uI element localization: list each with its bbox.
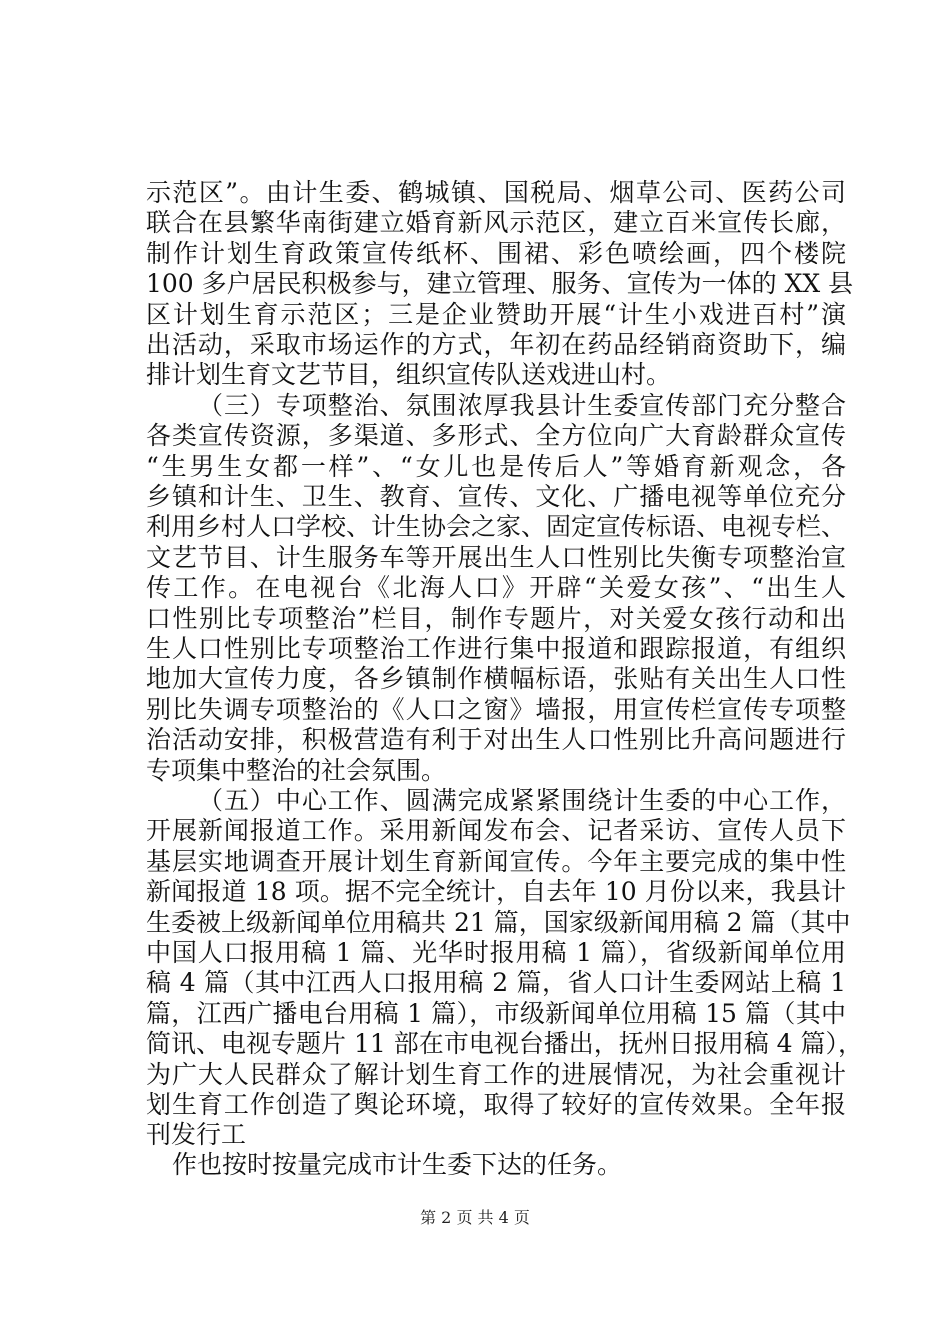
text-line: 排计划生育文艺节目，组织宣传队送戏进山村。 [146, 360, 672, 389]
text-line: 治活动安排，积极营造有利于对出生人口性别比升高问题进行 [146, 725, 846, 754]
text-line: 制作计划生育政策宣传纸杯、围裙、彩色喷绘画，四个楼院 [146, 239, 846, 268]
text-line-tail: 作也按时按量完成市计生委下达的任务。 [172, 1150, 623, 1179]
text-line: 刊发行工 [146, 1120, 247, 1149]
text-line: 出活动，采取市场运作的方式，年初在药品经销商资助下，编 [146, 330, 846, 359]
paragraph-heading-line: （三）专项整治、氛围浓厚我县计生委宣传部门充分整合 [198, 391, 846, 420]
text-line: 联合在县繁华南街建立婚育新风示范区，建立百米宣传长廊， [146, 208, 846, 237]
paragraph-heading-line: （五）中心工作、圆满完成紧紧围绕计生委的中心工作， [198, 786, 846, 815]
text-line: 示范区”。由计生委、鹤城镇、国税局、烟草公司、医药公司 [146, 178, 846, 207]
text-line: 100 多户居民积极参与，建立管理、服务、宣传为一体的 XX 县 [146, 269, 854, 298]
text-line: 为广大人民群众了解计划生育工作的进展情况，为社会重视计 [146, 1060, 846, 1089]
text-line: 简讯、电视专题片 11 部在市电视台播出，抚州日报用稿 4 篇）， [146, 1029, 864, 1058]
text-line: 地加大宣传力度，各乡镇制作横幅标语，张贴有关出生人口性 [146, 664, 846, 693]
text-line: 基层实地调查开展计划生育新闻宣传。今年主要完成的集中性 [146, 847, 846, 876]
text-line: 文艺节目、计生服务车等开展出生人口性别比失衡专项整治宣 [146, 543, 846, 572]
text-line: 开展新闻报道工作。采用新闻发布会、记者采访、宣传人员下 [146, 816, 846, 845]
page-number-footer: 第 2 页 共 4 页 [420, 1208, 530, 1227]
text-line: 篇，江西广播电台用稿 1 篇），市级新闻单位用稿 15 篇（其中 [146, 999, 846, 1028]
text-line: 生人口性别比专项整治工作进行集中报道和跟踪报道，有组织 [146, 634, 846, 663]
text-line: 中国人口报用稿 1 篇、光华时报用稿 1 篇），省级新闻单位用 [146, 938, 846, 967]
text-line: 新闻报道 18 项。据不完全统计，自去年 10 月份以来，我县计 [146, 877, 846, 906]
text-line: 口性别比专项整治”栏目，制作专题片，对关爱女孩行动和出 [146, 604, 846, 633]
text-line: 稿 4 篇（其中江西人口报用稿 2 篇，省人口计生委网站上稿 1 [146, 968, 846, 997]
text-line: 传工作。在电视台《北海人口》开辟“关爱女孩”、“出生人 [146, 573, 846, 602]
text-line: 生委被上级新闻单位用稿共 21 篇，国家级新闻用稿 2 篇（其中 [146, 908, 851, 937]
text-line: 专项集中整治的社会氛围。 [146, 756, 447, 785]
text-line: “生男生女都一样”、“女儿也是传后人”等婚育新观念，各 [146, 452, 846, 481]
text-line: 区计划生育示范区；三是企业赞助开展“计生小戏进百村”演 [146, 300, 846, 329]
text-line: 各类宣传资源，多渠道、多形式、全方位向广大育龄群众宣传 [146, 421, 846, 450]
text-line: 划生育工作创造了舆论环境，取得了较好的宣传效果。全年报 [146, 1090, 846, 1119]
text-line: 别比失调专项整治的《人口之窗》墙报，用宣传栏宣传专项整 [146, 695, 846, 724]
text-line: 利用乡村人口学校、计生协会之家、固定宣传标语、电视专栏、 [146, 512, 847, 541]
text-line: 乡镇和计生、卫生、教育、宣传、文化、广播电视等单位充分 [146, 482, 846, 511]
